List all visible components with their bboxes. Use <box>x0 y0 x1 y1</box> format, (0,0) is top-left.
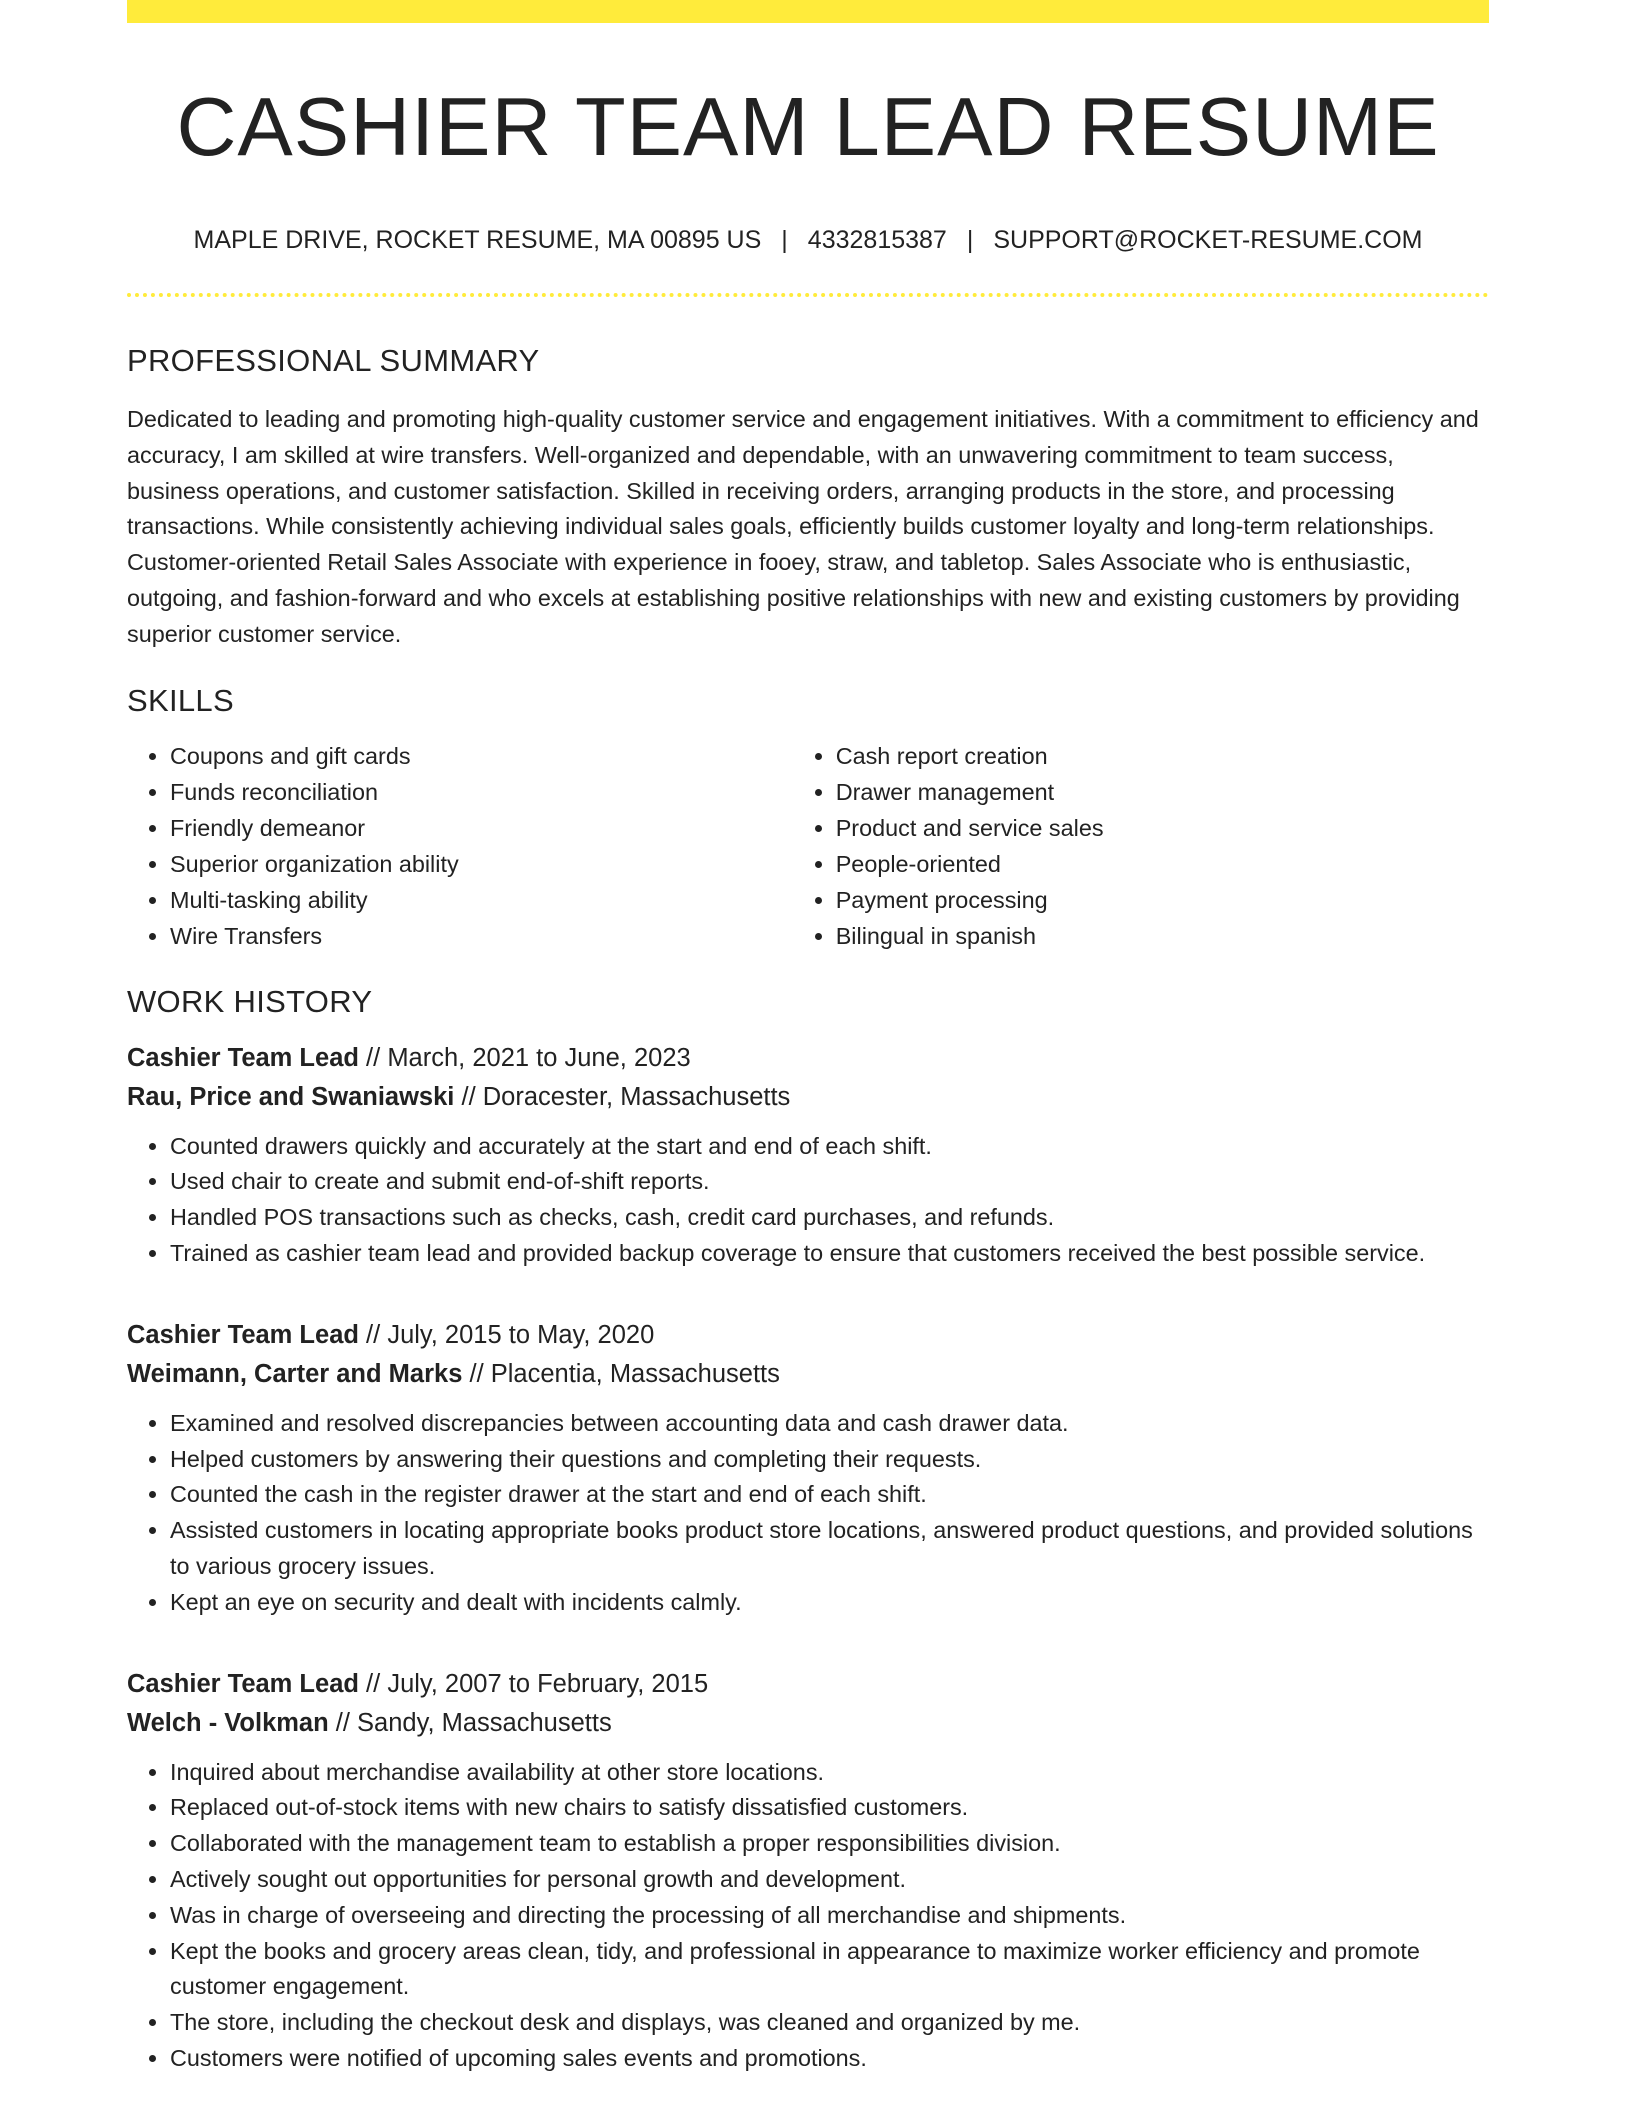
job-entry <box>127 1039 1489 1272</box>
job-separator: // <box>335 1708 350 1737</box>
skill-item: • People-oriented <box>836 846 1489 882</box>
header-divider <box>127 293 1489 297</box>
skill-item: • Payment processing <box>836 882 1489 918</box>
job-separator: // <box>366 1669 381 1698</box>
job-entry <box>127 1665 1489 2077</box>
job-location: Sandy, Massachusetts <box>357 1708 612 1737</box>
job-separator: // <box>461 1082 476 1111</box>
job-company: Rau, Price and Swaniawski <box>127 1082 455 1111</box>
job-separator: // <box>469 1359 484 1388</box>
job-title-line <box>127 1316 1489 1355</box>
skill-item: • Superior organization ability <box>170 846 753 882</box>
job-bullet: • Actively sought out opportunities for personal growth and development. <box>170 1862 1489 1898</box>
contact-email: SUPPORT@ROCKET-RESUME.COM <box>993 226 1423 254</box>
skills-column-right <box>793 738 1489 954</box>
skills-list <box>127 738 1489 954</box>
resume-page <box>127 0 1489 2077</box>
job-bullet: • Helped customers by answering their questions and completing their requests. <box>170 1442 1489 1478</box>
job-bullet: • Counted drawers quickly and accurately at the start and end of each shift. <box>170 1129 1489 1165</box>
job-title-line <box>127 1665 1489 1704</box>
job-company: Weimann, Carter and Marks <box>127 1359 463 1388</box>
job-bullet: • Collaborated with the management team to establish a proper responsibilities division. <box>170 1826 1489 1862</box>
job-entry <box>127 1316 1489 1621</box>
contact-phone: 4332815387 <box>807 226 947 254</box>
job-separator: // <box>366 1320 381 1349</box>
job-bullet: • Inquired about merchandise availability at other store locations. <box>170 1755 1489 1791</box>
job-company-line <box>127 1355 1489 1394</box>
job-dates: March, 2021 to June, 2023 <box>387 1043 691 1072</box>
job-title: Cashier Team Lead <box>127 1320 359 1349</box>
job-company-line <box>127 1078 1489 1117</box>
job-bullet: • Replaced out-of-stock items with new chairs to satisfy dissatisfied customers. <box>170 1790 1489 1826</box>
job-bullet: • Counted the cash in the register drawer at the start and end of each shift. <box>170 1477 1489 1513</box>
job-bullets <box>127 1406 1489 1621</box>
work-history-heading: WORK HISTORY <box>127 983 373 1019</box>
skill-item: • Wire Transfers <box>170 918 753 954</box>
job-location: Doracester, Massachusetts <box>482 1082 791 1111</box>
job-bullet: • The store, including the checkout desk and displays, was cleaned and organized by me. <box>170 2005 1489 2041</box>
job-bullet: • Assisted customers in locating appropriate books product store locations, answered product questions, and provided solutions to various grocery issues. <box>170 1513 1489 1585</box>
contact-line <box>127 228 1489 253</box>
job-bullet: • Kept the books and grocery areas clean, tidy, and professional in appearance to maximize worker efficiency and promote customer engagement. <box>170 1934 1489 2006</box>
skill-item: • Cash report creation <box>836 738 1489 774</box>
skill-item: • Bilingual in spanish <box>836 918 1489 954</box>
skill-item: • Funds reconciliation <box>170 774 753 810</box>
job-bullet: • Used chair to create and submit end-of-shift reports. <box>170 1164 1489 1200</box>
job-separator: // <box>366 1043 381 1072</box>
job-bullet: • Kept an eye on security and dealt with incidents calmly. <box>170 1585 1489 1621</box>
summary-text: Dedicated to leading and promoting high-quality customer service and engagement initiatives. With a commitment to efficiency and accuracy, I am skilled at wire transfers. Well-organized and dependable, with an unwavering commitment to team success, business operations, and customer satisfaction. Skilled in receiving orders, arranging products in the store, and processing transactions. While consistently achieving individual sales goals, efficiently builds customer loyalty and long-term relationships. Customer-oriented Retail Sales Associate with experience in fooey, straw, and tabletop. Sales Associate who is enthusiastic, outgoing, and fashion-forward and who excels at establishing positive relationships with new and existing customers by providing superior customer service. <box>127 406 1479 647</box>
job-bullet: • Trained as cashier team lead and provided backup coverage to ensure that customers received the best possible service. <box>170 1236 1489 1272</box>
job-bullet: • Examined and resolved discrepancies between accounting data and cash drawer data. <box>170 1406 1489 1442</box>
skill-item: • Coupons and gift cards <box>170 738 753 774</box>
contact-address: MAPLE DRIVE, ROCKET RESUME, MA 00895 US <box>193 226 762 254</box>
job-title-line <box>127 1039 1489 1078</box>
contact-separator: | <box>781 226 788 254</box>
job-bullet: • Was in charge of overseeing and directing the processing of all merchandise and shipments. <box>170 1898 1489 1934</box>
job-bullets <box>127 1755 1489 2077</box>
contact-separator: | <box>966 226 974 254</box>
skill-item: • Product and service sales <box>836 810 1489 846</box>
skills-column-left <box>127 738 753 954</box>
summary-heading: PROFESSIONAL SUMMARY <box>127 343 540 378</box>
job-bullet: • Customers were notified of upcoming sales events and promotions. <box>170 2041 1489 2077</box>
skill-item: • Friendly demeanor <box>170 810 753 846</box>
job-bullet: • Handled POS transactions such as checks, cash, credit card purchases, and refunds. <box>170 1200 1489 1236</box>
job-dates: July, 2007 to February, 2015 <box>387 1669 709 1698</box>
job-title: Cashier Team Lead <box>127 1043 359 1072</box>
job-company: Welch - Volkman <box>127 1708 329 1737</box>
job-dates: July, 2015 to May, 2020 <box>387 1320 655 1349</box>
skills-heading: SKILLS <box>127 682 234 718</box>
top-accent-bar <box>127 0 1489 23</box>
resume-title: CASHIER TEAM LEAD RESUME <box>176 80 1440 173</box>
job-bullets <box>127 1129 1489 1272</box>
skill-item: • Multi-tasking ability <box>170 882 753 918</box>
skill-item: • Drawer management <box>836 774 1489 810</box>
job-company-line <box>127 1704 1489 1743</box>
job-location: Placentia, Massachusetts <box>490 1359 780 1388</box>
job-title: Cashier Team Lead <box>127 1669 359 1698</box>
